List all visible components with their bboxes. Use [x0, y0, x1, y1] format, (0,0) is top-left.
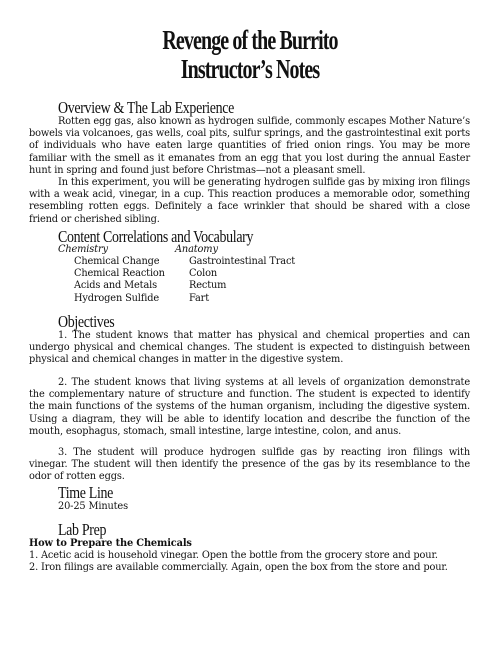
objective-3 — [29, 447, 470, 484]
vocab-item: Chemical Reaction — [74, 268, 165, 280]
anatomy-vocab-list — [189, 256, 295, 305]
objective-2-text: 2. The student knows that living systems at all levels of organization demonstrate the complementary nature of structure and function. The student is expected to identify the main functions of the systems of the human organism, including the digestive system. Using a diagram, they will be able to identify location and describe the function of the mouth, esophagus, stomach, small intestine, large intestine, colon, and anus. — [29, 377, 470, 437]
labprep-heading: Lab Prep — [58, 520, 107, 539]
labprep-item: 2. Iron filings are available commercially. Again, open the box from the store and pour. — [29, 562, 448, 573]
labprep-subheading: How to Prepare the Chemicals — [29, 538, 192, 549]
vocab-item: Acids and Metals — [74, 280, 158, 292]
chemistry-vocab-list — [74, 256, 165, 305]
overview-heading: Overview & The Lab Experience — [58, 98, 235, 117]
vocab-item: Gastrointestinal Tract — [189, 256, 296, 267]
overview-paragraph-1: Rotten egg gas, also known as hydrogen sulfide, commonly escapes Mother Nature’s bowels via volcanoes, gas wells, coal pits, sulfur springs, and the gastrointestinal exit ports of individuals who have eaten large quantities of fried onion rings. You may be more familiar with the smell as it emanates from an egg that you lost during the annual Easter hunt in spring and found just before Christmas—not a pleasant smell. — [29, 116, 470, 176]
objectives-heading: Objectives — [58, 312, 115, 331]
vocab-item: Hydrogen Sulfide — [74, 292, 160, 304]
labprep-item: 1. Acetic acid is household vinegar. Open the bottle from the grocery store and pour. — [29, 550, 438, 561]
vocab-item: Chemical Change — [74, 256, 160, 267]
objective-1-text: 1. The student knows that matter has physical and chemical properties and can undergo physical and chemical changes. The student is expected to distinguish between physical and chemical changes in matter in the digestive system. — [29, 330, 470, 366]
objective-2 — [29, 377, 470, 438]
overview-section — [29, 116, 470, 226]
objective-1 — [29, 330, 470, 367]
timeline-heading: Time Line — [58, 483, 114, 502]
objective-3-text: 3. The student will produce hydrogen sulfide gas by reacting iron filings with vinegar. The student will then identify the presence of the gas by its resemblance to the odor of rotten eggs. — [29, 447, 470, 483]
correlations-heading: Content Correlations and Vocabulary — [58, 227, 254, 246]
chemistry-label: Chemistry — [58, 244, 108, 255]
document-title-line-2: Instructor’s Notes — [180, 54, 320, 84]
vocab-item: Fart — [189, 292, 209, 304]
document-title-line-1: Revenge of the Burrito — [162, 25, 338, 55]
overview-paragraph-2: In this experiment, you will be generating hydrogen sulfide gas by mixing iron filings with a weak acid, vinegar, in a cup. This reaction produces a memorable odor, something resembling rotten eggs. Definitely a face wrinkler that should be shared with a close friend or cherished sibling. — [29, 177, 470, 225]
vocab-item: Rectum — [189, 280, 227, 292]
timeline-value: 20-25 Minutes — [58, 501, 128, 512]
vocab-item: Colon — [189, 268, 217, 280]
anatomy-label: Anatomy — [175, 244, 218, 255]
